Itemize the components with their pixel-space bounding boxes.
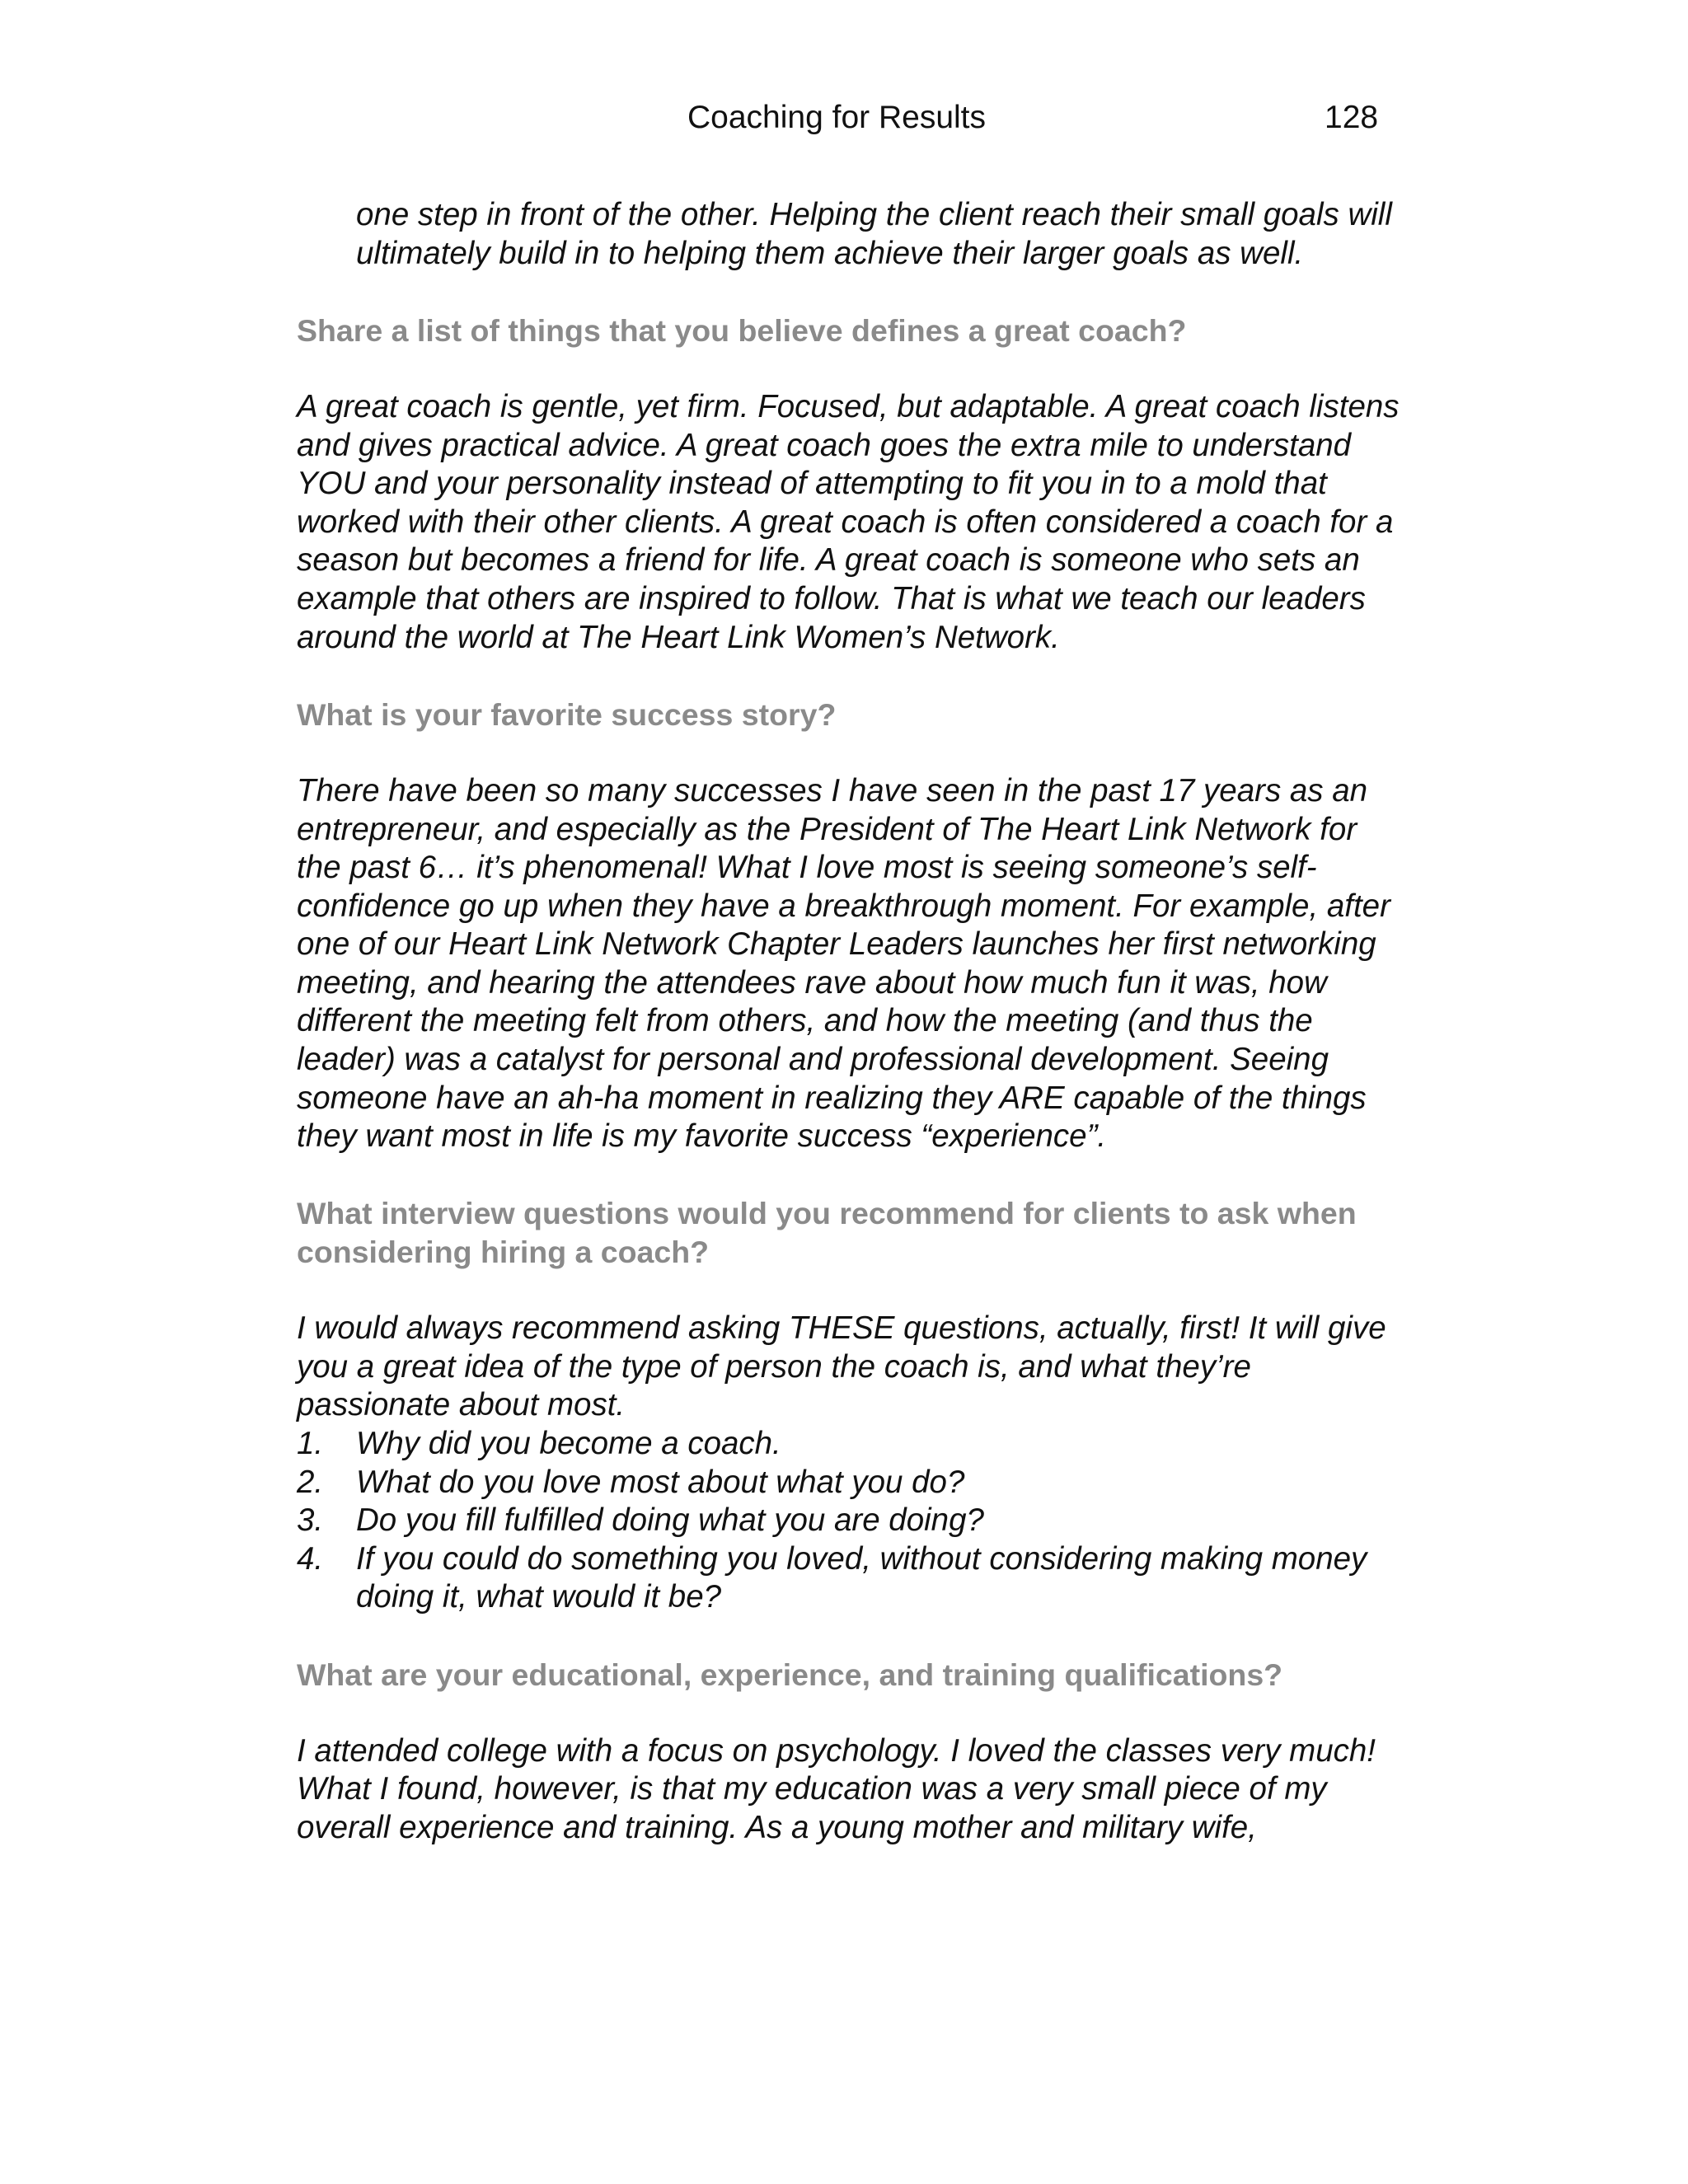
paragraph-spacer — [297, 733, 1401, 772]
page-number: 128 — [1325, 100, 1379, 135]
list-item — [297, 1502, 1401, 1540]
list-item-text: Why did you become a coach. — [356, 1426, 781, 1461]
answer-paragraph-interview-intro: I would always recommend asking THESE questions, actually, first! It will give you a great idea of the type of person the coach is, and what they’re passionate about most. — [297, 1310, 1386, 1423]
list-item-number: 1. — [297, 1426, 324, 1461]
answer-paragraph-qualifications: I attended college with a focus on psychology. I loved the classes very much! What I found, however, is that my education was a very small piece of my overall experience and training. As a young mother and military wife, — [297, 1732, 1376, 1845]
paragraph-spacer — [297, 1156, 1401, 1195]
list-item-number: 4. — [297, 1540, 324, 1577]
list-item-text: If you could do something you loved, without considering making money doing it, what would it be? — [356, 1540, 1367, 1615]
question-heading-great-coach: Share a list of things that you believe defines a great coach? — [297, 312, 1187, 348]
continued-answer-paragraph: one step in front of the other. Helping the client reach their small goals will ultimately build in to helping them achieve their larger goals as well. — [356, 197, 1392, 271]
paragraph-spacer — [297, 1617, 1401, 1656]
page-body — [297, 196, 1401, 1848]
list-item-number: 2. — [297, 1464, 324, 1500]
list-item — [297, 1464, 1401, 1502]
question-heading-success-story: What is your favorite success story? — [297, 696, 837, 732]
answer-paragraph-success-story: There have been so many successes I have seen in the past 17 years as an entrepreneur, and especially as the President of The Heart Link Network for the past 6… it’s phenomenal! What I love most is seeing someone’s self-confidence go up when they have a breakthrough moment. For example, after one of our Heart Link Network Chapter Leaders launches her first networking meeting, and hearing the attendees rave about how much fun it was, how different the meeting felt from others, and how the meeting (and thus the leader) was a catalyst for personal and professional development. Seeing someone have an ah-ha moment in realizing they ARE capable of the things they want most in life is my favorite success “experience”. — [297, 772, 1390, 1155]
paragraph-spacer — [297, 657, 1401, 696]
list-item — [297, 1425, 1401, 1464]
paragraph-spacer — [297, 349, 1401, 388]
answer-paragraph-great-coach: A great coach is gentle, yet firm. Focused, but adaptable. A great coach listens and gives practical advice. A great coach goes the extra mile to understand YOU and your personality instead of attempting to fit you in to a mold that worked with their other clients. A great coach is often considered a coach for a season but becomes a friend for life. A great coach is someone who sets an example that others are inspired to follow. That is what we teach our leaders around the world at The Heart Link Women’s Network. — [297, 388, 1400, 655]
paragraph-spacer — [297, 273, 1401, 312]
running-header — [0, 97, 1688, 138]
paragraph-spacer — [297, 1272, 1401, 1310]
interview-question-list — [297, 1425, 1401, 1617]
question-heading-qualifications: What are your educational, experience, and training qualifications? — [297, 1657, 1283, 1692]
question-heading-interview-questions: What interview questions would you recommend for clients to ask when considering hiring a coach? — [297, 1196, 1357, 1270]
paragraph-spacer — [297, 1694, 1401, 1732]
book-title: Coaching for Results — [687, 100, 987, 135]
list-item-text: Do you fill fulfilled doing what you are doing? — [356, 1502, 984, 1539]
list-item-number: 3. — [297, 1502, 324, 1539]
list-item — [297, 1540, 1401, 1617]
list-item-text: What do you love most about what you do? — [356, 1464, 965, 1500]
